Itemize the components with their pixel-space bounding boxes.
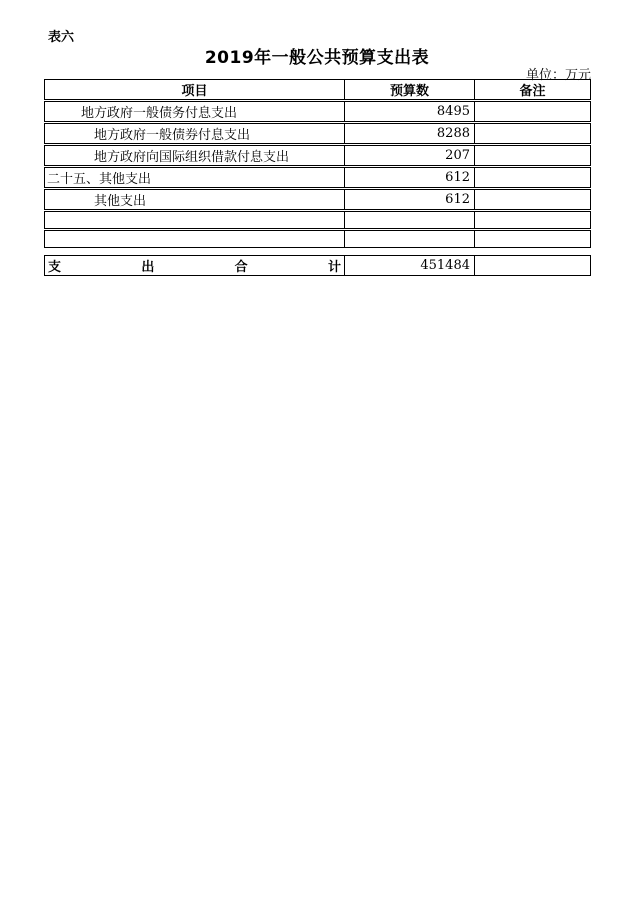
note-cell: [475, 189, 591, 210]
column-header-note: 备注: [475, 79, 591, 100]
total-label-char: 合: [234, 260, 248, 275]
budget-cell: 612: [345, 167, 475, 188]
note-cell: [475, 211, 591, 229]
column-header-budget: 预算数: [345, 79, 475, 100]
total-label: [45, 256, 344, 275]
total-table: [44, 254, 591, 277]
total-label-cell: [44, 255, 345, 276]
table-row: [44, 123, 591, 144]
table-row: [44, 230, 591, 248]
note-cell: [475, 123, 591, 144]
budget-cell: 207: [345, 145, 475, 166]
item-cell: 地方政府向国际组织借款付息支出: [44, 145, 345, 166]
budget-cell: 8288: [345, 123, 475, 144]
table-row: [44, 189, 591, 210]
table-row: [44, 101, 591, 122]
column-header-item: 项目: [44, 79, 345, 100]
total-label-char: 计: [327, 260, 341, 275]
note-cell: [475, 230, 591, 248]
total-label-char: 支: [48, 260, 62, 275]
sheet-label: 表六: [48, 30, 75, 45]
item-cell: [44, 230, 345, 248]
total-row: [44, 255, 591, 276]
budget-table-container: [44, 78, 591, 277]
table-row: [44, 211, 591, 229]
table-row: [44, 145, 591, 166]
note-cell: [475, 167, 591, 188]
item-cell: 其他支出: [44, 189, 345, 210]
total-label-char: 出: [141, 260, 155, 275]
item-cell: [44, 211, 345, 229]
note-cell: [475, 101, 591, 122]
unit-label: 单位：万元: [525, 68, 591, 83]
item-cell: 地方政府一般债券付息支出: [44, 123, 345, 144]
header-row: [44, 79, 591, 100]
total-budget-cell: 451484: [345, 255, 475, 276]
budget-cell: 8495: [345, 101, 475, 122]
budget-cell: [345, 211, 475, 229]
budget-table: [44, 78, 591, 249]
table-row: [44, 167, 591, 188]
note-cell: [475, 145, 591, 166]
item-cell: 地方政府一般债务付息支出: [44, 101, 345, 122]
total-note-cell: [475, 255, 591, 276]
page-title: 2019年一般公共预算支出表: [204, 48, 430, 68]
item-cell: 二十五、其他支出: [44, 167, 345, 188]
budget-cell: 612: [345, 189, 475, 210]
budget-cell: [345, 230, 475, 248]
